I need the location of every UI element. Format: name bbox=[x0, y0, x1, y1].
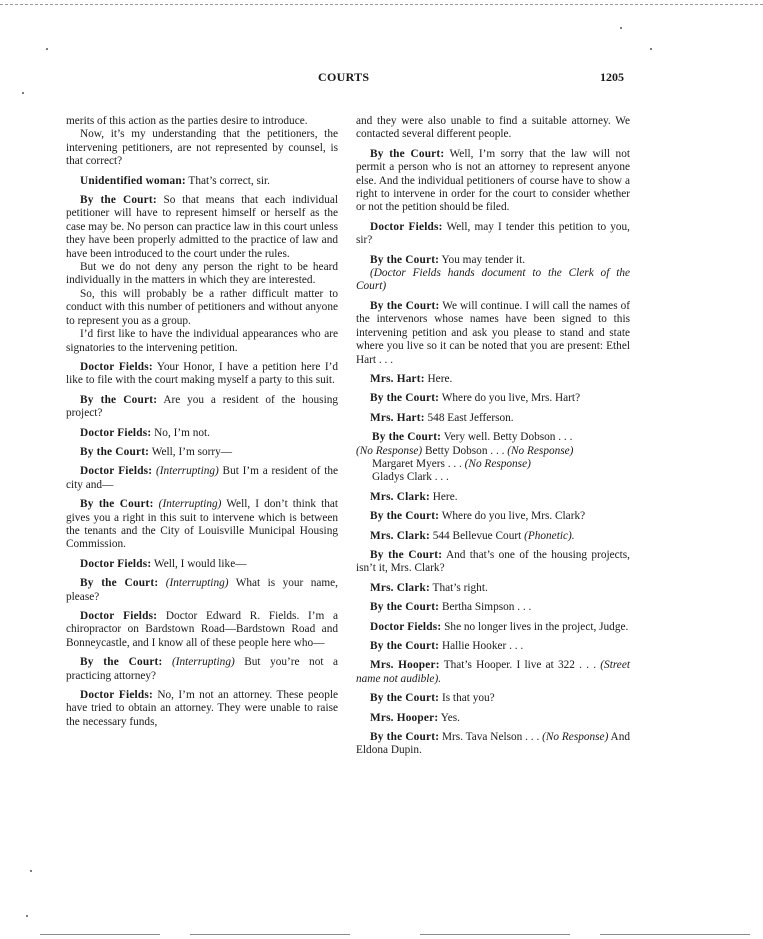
scan-speck bbox=[46, 48, 48, 50]
dialogue-paragraph bbox=[356, 300, 630, 367]
speaker-label: Mrs. Clark : bbox=[370, 530, 430, 542]
dialogue-text: Well, I would like— bbox=[151, 557, 247, 570]
stage-direction: (Interrupting) bbox=[158, 577, 229, 590]
dialogue-text: And that’s one of the housing projects, isn’t it, Mrs. Clark? bbox=[356, 548, 630, 575]
stage-direction-paragraph: (Doctor Fields hands document to the Clerk of the Court) bbox=[356, 267, 630, 293]
stage-direction: (Interrupting) bbox=[153, 498, 222, 511]
speaker-label: By the Court : bbox=[372, 431, 441, 443]
paragraph: But we do not deny any person the right to be heard individually in the matters in which they are interested. bbox=[66, 261, 338, 287]
speaker-label: By the Court : bbox=[370, 601, 439, 613]
page-number: 1205 bbox=[600, 70, 624, 84]
speaker-label: By the Court : bbox=[80, 498, 154, 510]
dialogue-text: But I’m a resident of the city and— bbox=[66, 465, 338, 491]
stage-direction: (Interrupting) bbox=[162, 656, 235, 669]
dialogue-text: Yes. bbox=[438, 711, 460, 724]
dialogue-paragraph bbox=[356, 582, 630, 595]
stage-direction: (Street name not audible). bbox=[356, 659, 630, 685]
speaker-label: By the Court : bbox=[80, 446, 149, 458]
speaker-label: Mrs. Hooper : bbox=[370, 659, 440, 671]
speaker-label: Doctor Fields : bbox=[80, 361, 153, 373]
dialogue-paragraph bbox=[356, 549, 630, 576]
dialogue-text: 548 East Jefferson. bbox=[424, 411, 514, 424]
speaker-label: Mrs. Clark : bbox=[370, 582, 430, 594]
left-column bbox=[66, 115, 338, 735]
dialogue-paragraph bbox=[66, 610, 338, 650]
speaker-label: Doctor Fields : bbox=[80, 465, 152, 477]
stage-direction: (No Response) bbox=[507, 444, 574, 457]
scan-speck bbox=[22, 92, 24, 94]
dialogue-text: Here. bbox=[424, 372, 453, 385]
paragraph: I’d first like to have the individual appearances who are signatories to the intervening petition. bbox=[66, 328, 338, 354]
stage-direction: (No Response) bbox=[356, 444, 423, 457]
dialogue-text: So that means that each individual petitioner will have to represent himself or herself as the case may be. No person can practice law in this court unless they have been properly admitted to the practice of law and have been introduced to the court under the rules. bbox=[66, 194, 338, 260]
dialogue-text: She no longer lives in the project, Judge. bbox=[441, 620, 629, 633]
dialogue-text: Very well. Betty Dobson . . . bbox=[441, 431, 573, 444]
dialogue-text: Are you a resident of the housing project? bbox=[66, 393, 339, 420]
dialogue-text: Your Honor, I have a petition here I’d like to file with the court making myself a party to this suit. bbox=[66, 360, 338, 387]
speaker-label: Doctor Fields : bbox=[370, 621, 441, 633]
speaker-label: Mrs. Clark : bbox=[370, 491, 430, 503]
speaker-label: Mrs. Hart : bbox=[370, 373, 425, 385]
stage-direction: (Phonetic). bbox=[524, 529, 575, 542]
dialogue-paragraph bbox=[356, 221, 630, 248]
bottom-scan-rule bbox=[600, 934, 750, 935]
dialogue-paragraph bbox=[66, 427, 338, 440]
dialogue-text: Well, may I tender this petition to you, sir? bbox=[356, 220, 630, 247]
speaker-label: Doctor Fields : bbox=[80, 610, 157, 622]
stage-direction: (No Response) bbox=[464, 457, 531, 470]
speaker-label: By the Court : bbox=[80, 394, 157, 406]
dialogue-text: Bertha Simpson . . . bbox=[439, 601, 532, 614]
dialogue-paragraph bbox=[356, 692, 630, 705]
dialogue-paragraph bbox=[66, 446, 338, 459]
speaker-label: Doctor Fields : bbox=[370, 221, 443, 233]
dialogue-text: Well, I’m sorry that the law will not permit a person who is not an attorney to represent anyone else. And the individual petitioners of course have to show a right to intervene in order for the court to consider whether or not the petition should be filed. bbox=[356, 147, 630, 214]
dialogue-paragraph bbox=[66, 498, 338, 552]
speaker-label: Mrs. Hooper : bbox=[370, 712, 438, 724]
right-column bbox=[356, 115, 630, 764]
roll-call-line bbox=[356, 445, 630, 458]
speaker-label: By the Court : bbox=[370, 510, 439, 522]
scan-speck bbox=[620, 27, 622, 29]
speaker-label: Doctor Fields : bbox=[80, 558, 151, 570]
dialogue-text: Hallie Hooker . . . bbox=[439, 640, 524, 652]
dialogue-text: We will continue. I will call the names of the intervenors whose names have been signed to this intervening petition and ask you please to stand and state where you live so it can be noted that you are present: Ethel Hart . . . bbox=[356, 299, 630, 366]
bottom-scan-rule bbox=[420, 934, 570, 935]
dialogue-paragraph bbox=[356, 659, 630, 686]
dialogue-paragraph bbox=[356, 712, 630, 725]
speaker-label: By the Court : bbox=[370, 640, 439, 652]
dialogue-paragraph bbox=[356, 412, 630, 425]
dialogue-paragraph bbox=[356, 601, 630, 614]
dialogue-paragraph bbox=[356, 148, 630, 215]
dialogue-paragraph bbox=[66, 558, 338, 571]
speaker-label: Doctor Fields : bbox=[80, 427, 151, 439]
dialogue-paragraph bbox=[66, 577, 338, 604]
speaker-label: By the Court : bbox=[370, 731, 439, 743]
speaker-label: Unidentified woman : bbox=[80, 175, 186, 187]
dialogue-paragraph bbox=[356, 640, 630, 653]
dialogue-text: Mrs. Tava Nelson . . . bbox=[439, 731, 543, 744]
scan-speck bbox=[650, 48, 652, 50]
dialogue-paragraph bbox=[356, 373, 630, 386]
dialogue-text: You may tender it. bbox=[439, 253, 526, 266]
speaker-label: By the Court : bbox=[370, 300, 439, 312]
dialogue-text: Where do you live, Mrs. Hart? bbox=[439, 392, 581, 405]
dialogue-text: Well, I’m sorry— bbox=[149, 445, 233, 458]
speaker-label: By the Court : bbox=[370, 148, 444, 160]
paragraph: Now, it’s my understanding that the petitioners, the intervening petitioners, are not represented by counsel, is that correct? bbox=[66, 128, 338, 168]
running-head: COURTS bbox=[318, 70, 370, 84]
dialogue-paragraph bbox=[356, 731, 630, 758]
speaker-label: By the Court : bbox=[370, 254, 439, 266]
bottom-scan-rule bbox=[40, 934, 160, 935]
scan-speck bbox=[30, 870, 32, 872]
dialogue-paragraph bbox=[66, 194, 338, 261]
roll-call-line bbox=[356, 431, 630, 444]
stage-direction: (No Response) bbox=[542, 731, 609, 744]
dialogue-text: Betty Dobson . . . bbox=[422, 444, 508, 457]
roll-call-line bbox=[356, 458, 630, 471]
dialogue-text: And Eldona Dupin. bbox=[356, 731, 631, 757]
speaker-label: By the Court : bbox=[80, 577, 158, 589]
paragraph: merits of this action as the parties desire to introduce. bbox=[66, 115, 308, 127]
dialogue-text: That’s Hooper. I live at 322 . . . bbox=[439, 659, 601, 672]
bottom-scan-rule bbox=[190, 934, 350, 935]
paragraph: and they were also unable to find a suitable attorney. We contacted several different people. bbox=[356, 115, 630, 141]
dialogue-paragraph bbox=[356, 254, 630, 267]
dialogue-paragraph bbox=[66, 175, 338, 188]
top-scan-border bbox=[0, 4, 763, 5]
roll-call-block bbox=[356, 431, 630, 485]
dialogue-text: That’s correct, sir. bbox=[185, 174, 270, 187]
dialogue-text: But you’re not a practicing attorney? bbox=[66, 656, 339, 682]
speaker-label: By the Court : bbox=[80, 194, 157, 206]
dialogue-text: What is your name, please? bbox=[66, 577, 339, 603]
dialogue-paragraph bbox=[66, 465, 338, 492]
dialogue-text: Here. bbox=[429, 490, 458, 503]
dialogue-paragraph bbox=[66, 689, 338, 729]
dialogue-paragraph bbox=[66, 656, 338, 683]
dialogue-text: That’s right. bbox=[429, 581, 488, 594]
dialogue-paragraph bbox=[356, 530, 630, 543]
dialogue-paragraph bbox=[66, 361, 338, 388]
dialogue-text: Where do you live, Mrs. Clark? bbox=[439, 510, 586, 523]
speaker-label: By the Court : bbox=[370, 692, 439, 704]
speaker-label: By the Court : bbox=[80, 656, 162, 668]
paragraph: So, this will probably be a rather difficult matter to conduct with this number of petitioners and without anyone to represent you as a group. bbox=[66, 287, 338, 327]
scan-speck bbox=[26, 915, 28, 917]
dialogue-text: Well, I don’t think that gives you a right in this suit to intervene which is between the tenants and the City of Louisville Municipal Housing Commission. bbox=[66, 498, 339, 551]
dialogue-text: 544 Bellevue Court bbox=[429, 529, 525, 542]
speaker-label: Doctor Fields : bbox=[80, 689, 153, 701]
dialogue-paragraph bbox=[356, 621, 630, 634]
dialogue-paragraph bbox=[356, 392, 630, 405]
dialogue-text: Doctor Edward R. Fields. I’m a chiropractor on Bardstown Road—Bardstown Road and Bonneycastle, and I know all of these people here who— bbox=[66, 610, 338, 649]
dialogue-text: Margaret Myers . . . bbox=[372, 457, 465, 470]
dialogue-text: Is that you? bbox=[439, 692, 495, 705]
speaker-label: By the Court : bbox=[370, 549, 442, 561]
speaker-label: Mrs. Hart : bbox=[370, 412, 425, 424]
dialogue-paragraph bbox=[356, 510, 630, 523]
dialogue-text: No, I’m not an attorney. These people have tried to obtain an attorney. They were unable to raise the necessary funds, bbox=[66, 689, 338, 728]
dialogue-text: No, I’m not. bbox=[151, 426, 210, 439]
roll-call-line: Gladys Clark . . . bbox=[372, 471, 449, 484]
speaker-label: By the Court : bbox=[370, 392, 439, 404]
stage-direction: (Interrupting) bbox=[152, 465, 219, 478]
dialogue-paragraph bbox=[66, 394, 338, 421]
dialogue-paragraph bbox=[356, 491, 630, 504]
